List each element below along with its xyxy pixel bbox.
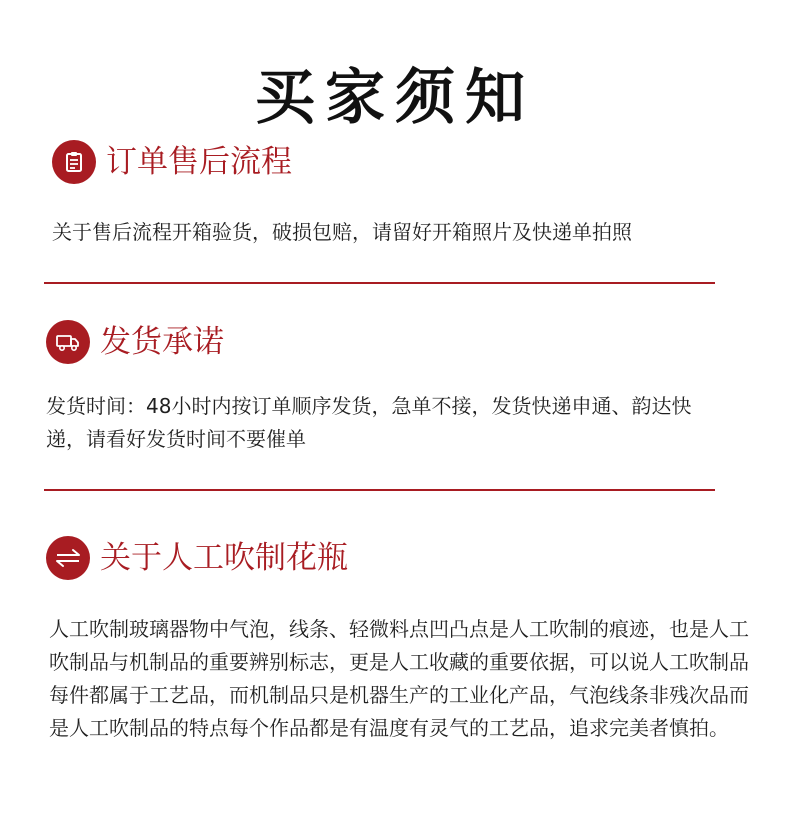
section-after-sales-text: 关于售后流程开箱验货，破损包赔，请留好开箱照片及快递单拍照	[52, 220, 632, 244]
clipboard-icon	[52, 140, 96, 184]
section-shipping-text: 发货时间：48小时内按订单顺序发货，急单不接，发货快递申通、韵达快递，请看好发货时间不要催单	[46, 394, 692, 451]
section-after-sales-heading	[52, 140, 292, 184]
section-heading-text: 发货承诺	[100, 324, 224, 360]
section-heading-text: 订单售后流程	[106, 144, 292, 180]
section-divider	[44, 282, 715, 284]
delivery-truck-icon	[46, 320, 90, 364]
exchange-arrows-icon	[46, 536, 90, 580]
section-heading-text: 关于人工吹制花瓶	[100, 540, 348, 576]
section-shipping-heading	[46, 320, 224, 364]
section-handblown-heading	[46, 536, 348, 580]
page-title: 买家须知	[255, 63, 535, 134]
section-handblown-text: 人工吹制玻璃器物中气泡，线条、轻微料点凹凸点是人工吹制的痕迹，也是人工吹制品与机制品的重要辨别标志，更是人工收藏的重要依据，可以说人工吹制品每件都属于工艺品，而机制品只是机器生产的工业化产品，气泡线条非残次品而是人工吹制品的特点每个作品都是有温度有灵气的工艺品，追求完美者慎拍。	[49, 617, 749, 740]
section-divider	[44, 489, 715, 491]
